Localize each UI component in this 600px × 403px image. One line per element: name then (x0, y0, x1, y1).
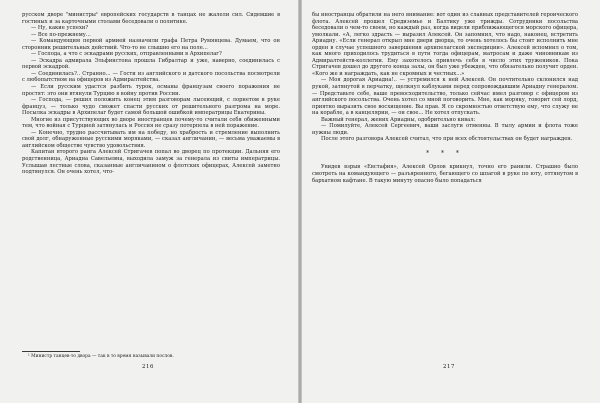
right-page (302, 0, 600, 403)
paragraph: — Ну, какие успехи? (31, 25, 89, 32)
paragraph: — Помилуйте, Алексей Сергеевич, ваши заслуги отменны. В тылу армии и флота тоже нужны люди. (312, 123, 578, 136)
footnote: ¹ Министр танцев-то двора — так в то время называли послов. (28, 354, 174, 359)
paragraph: — Все по-прежнему... (31, 31, 91, 38)
paragraph: бы иностранцы обратили на него внимание: вот один из славных представителей героического флота. Алексей прошел Средиземье и Балтику уже трижды. Сотрудники посольства беседовали о чем-то своем, но каждый раз, когда видели приближающегося морского офицера, умолкали. «А, легко здрасть — выразил Алексей. Он запомнил, что надо, наконец, встретить Ариадну. «Если генерал открыл мне двери дворца, то очень хотелось бы стоит исполнить мне орден в случае успешного завершения архипелагской экспедиции». Алексей вспомнил о том, как много приходилось трудиться в пути тогда офицерам, матросам и даже чиновникам из Адмиралтейств-коллегии. Ему захотелось привлечь себя в число этих тружеников. Пока Стригачев дошел до другого конца залы, он был уже убежден, что обязательно получит орден. «Кого же и награждать, как не скромных и честных...» (312, 12, 578, 77)
right-page-text (312, 12, 578, 184)
paragraph: После этого разговора Алексей считал, что при всех обстоятельствах он будет награжден. (321, 136, 573, 143)
paragraph: Увидев взрыв «Евстафия», Алексей Орлов крикнул, точно его ранили. Страшно было смотреть на командующего — разъяренного, бегающего со шпагой в руке по юту, оттянутом в бархатном кафтане. В такую минуту опасно было попадаться (312, 164, 578, 184)
left-page-text (22, 12, 280, 176)
page-number-right: 217 (443, 364, 456, 370)
paragraph: — Моя дорогая Ариадна!.. — устремился к ней Алексей. Он почтительно склонился над рукой, затянутой в перчатку, щелкнул каблуками перед сопровождавшим Ариадну генералом. — Представьте себе, ваше превосходительство, только сейчас имел разговор с офицером из английского посольства. Очень хотел со мной поговорить. Мне, как моряку, говорит сей лорд, приятно выразить свое восхищение. Вы прав. Я со скромностью ответствую ему, что служу не на корабле, а в канцелярии, — он свое... Не хотел отпускать. (312, 77, 578, 117)
right-text-before-divider (312, 12, 578, 143)
paragraph: — Эскадра адмирала Эльфинстона прошла Гибралтар и уже, наверно, соединилась с первой эскадрой. (22, 57, 280, 71)
paragraph: — Господа, — решил положить конец этим разговорам лысеющий, с лорнетом в руке француз, — только чудо сможет спасти русских от решительного разгрома на море. Посылка эскадры в Архипелаг будет самой большой ошибкой императрицы Екатерины. (22, 97, 280, 117)
section-divider: * * * (426, 149, 464, 157)
right-text-after-divider (312, 164, 578, 184)
paragraph: Капитан второго ранга Алексей Стригачев попал во дворец по протекции. Дальняя его родственница, Ариадна Савельевна, выходила замуж за генерала из свиты императрицы. Услышав лестные слова, сказанные англичанином о флотских офицерах, Алексей заметно подтянулся. Он очень хотел, что- (22, 149, 280, 176)
paragraph: Важный генерал, жених Ариадны, одобрительно кивал: (321, 116, 476, 123)
paragraph: — Командующим первой армией назначили графа Петра Румянцева. Думаем, что он сторонник решительных действий. Что-то не слышно его на поле... (22, 38, 280, 51)
left-page (0, 0, 298, 403)
paragraph: — Конечно, трудно рассчитывать им на победу, но храбрость и стремление выполнить свой долг, обнаруженные русскими моряками, — сказал англичанин, — весьма уважаемы в английском обществе чувство удовольствия. (22, 129, 280, 149)
page-number-left: 216 (142, 364, 155, 370)
paragraph: — Господа, а что с эскадрами русских, отправленными в Архипелаг? (31, 51, 222, 58)
paragraph: — Если русским удастся разбить турок, османы французам своего поражения не простят: это они втянули Турцию в войну против России. (22, 84, 280, 97)
footnote-divider (22, 351, 80, 352)
paragraph: русском дворе "министры¹ европейских государств в танцах не жалели сил. Сидевшие в гостиных и за карточными столами беседовали о политике. (22, 12, 280, 25)
paragraph: Многие из присутствующих во дворе иностранцев почему-то считали себя обиженными тем, что войная с Турцией затянулась и Россия не сразу потерпела в ней поражение. (22, 116, 280, 130)
paragraph: — Соединилась?.. Странно... — Гости из английского и датского посольства посмотрели с любопытством на офицеров из Адмиралтейства. (22, 70, 280, 84)
